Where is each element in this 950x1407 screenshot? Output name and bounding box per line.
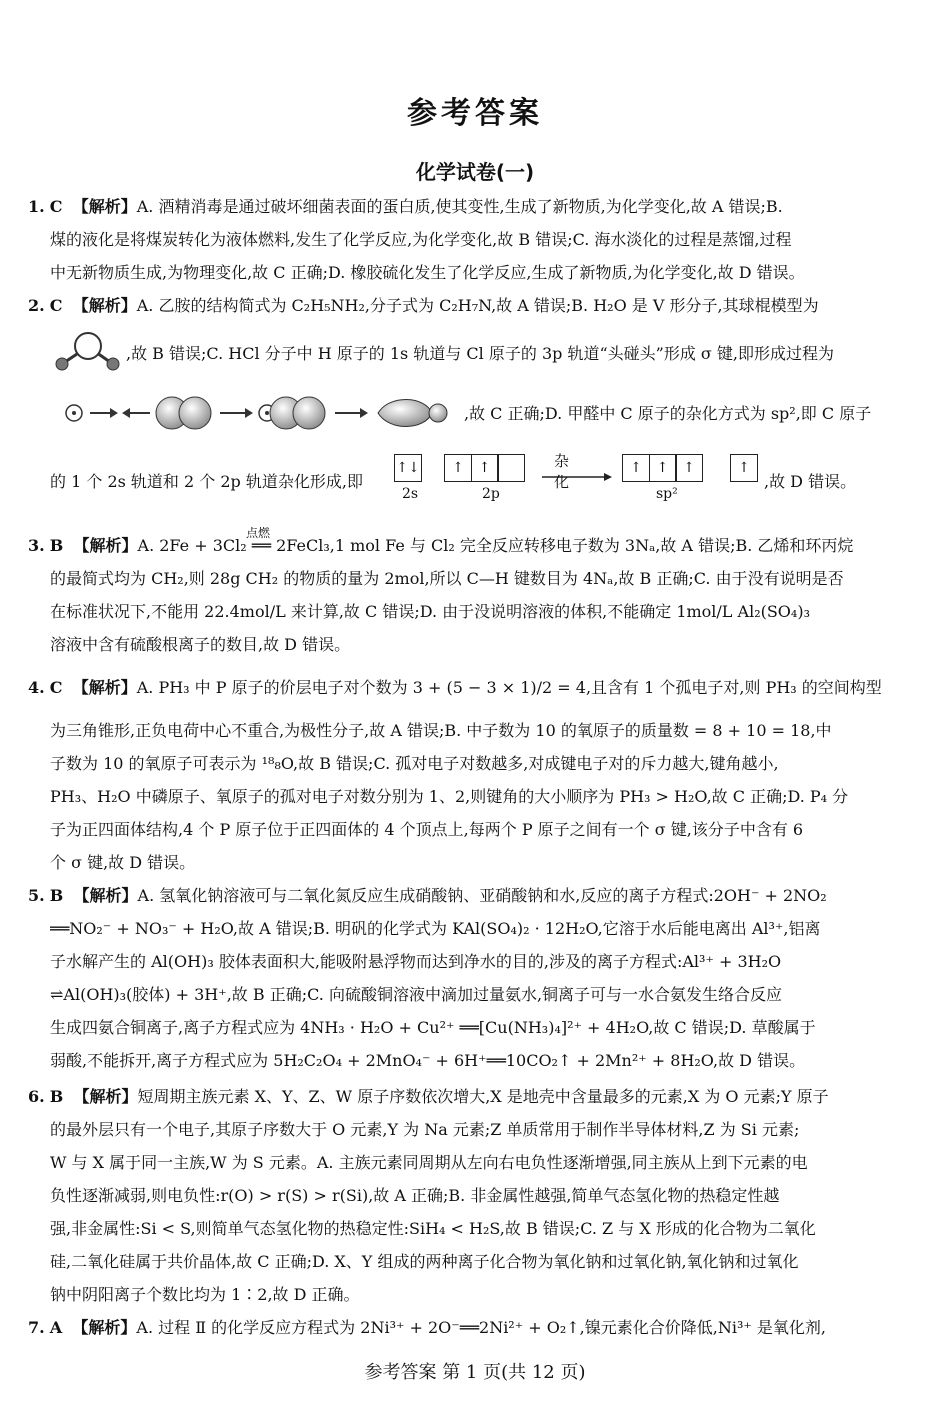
question-1-line-2: 煤的液化是将煤炭转化为液体燃料,发生了化学反应,为化学变化,故 B 错误;C. 海水淡化的过程是蒸馏,过程 [50,230,792,249]
question-1-line-3: 中无新物质生成,为物理变化,故 C 正确;D. 橡胶硫化发生了化学反应,生成了新物质,为化学变化,故 D 错误。 [50,263,805,282]
orbital-box-sp2-3: ↑ [675,454,703,482]
orbital-box-2p-unhybrid: ↑ [730,454,758,482]
question-6-line-1 [28,1086,920,1108]
question-3-line-4: 溶液中含有硫酸根离子的数目,故 D 错误。 [50,635,351,654]
question-2-line-5: ,故 D 错误。 [764,472,857,491]
question-3-line-3: 在标准状况下,不能用 22.4mol/L 来计算,故 C 错误;D. 由于没说明溶液的体积,不能确定 1mol/L Al₂(SO₄)₃ [50,602,810,621]
paper-subtitle: 化学试卷(一) [415,160,535,184]
page-title: 参考答案 [407,96,543,131]
answer-letter: C [49,197,63,216]
answer-letter: C [49,678,63,697]
answer-text: A. PH₃ 中 P 原子的价层电子对个数为 3 + (5 − 3 × 1)/2 = 4,且含有 1 个孤电子对,则 PH₃ 的空间构型 [136,678,882,697]
orbital-box-sp2-2: ↑ [649,454,677,482]
question-2-line-1 [28,295,920,317]
answer-text: 短周期主族元素 X、Y、Z、W 原子序数依次增大,X 是地壳中含量最多的元素,X 为 O 元素;Y 原子 [137,1087,829,1106]
question-2-line-4: 的 1 个 2s 轨道和 2 个 2p 轨道杂化形成,即 [50,472,363,491]
question-number: 2. [28,296,45,315]
orbital-box-2p-3 [497,454,525,482]
orbital-box-2p-1: ↑ [444,454,472,482]
question-5-line-4: ⇌Al(OH)₃(胶体) + 3H⁺,故 B 正确;C. 向硫酸铜溶液中滴加过量氨水,铜离子可与一水合氨发生络合反应 [50,985,783,1004]
orbital-box-2s: ↑↓ [394,454,422,482]
question-6-line-7: 钠中阴阳离子个数比均为 1∶2,故 D 正确。 [50,1285,360,1304]
analysis-tag: 【解析】 [73,1087,138,1106]
hybrid-label: 杂化 [554,452,570,491]
question-7-line-1 [28,1317,920,1339]
question-3-line-1 [28,535,920,557]
answer-letter: A [49,1318,63,1337]
question-4-line-1 [28,677,920,699]
question-4-line-4: PH₃、H₂O 中磷原子、氧原子的孤对电子对数分别为 1、2,则键角的大小顺序为 PH₃ > H₂O,故 C 正确;D. P₄ 分 [50,787,849,806]
question-number: 5. [28,886,45,905]
analysis-tag: 【解析】 [72,296,137,315]
page-footer: 参考答案 第 1 页(共 12 页) [364,1362,586,1383]
question-6-line-5: 强,非金属性:Si < S,则简单气态氢化物的热稳定性:SiH₄ < H₂S,故 B 错误;C. Z 与 X 形成的化合物为二氧化 [50,1219,816,1238]
question-number: 7. [28,1318,45,1337]
question-4-line-2: 为三角锥形,正负电荷中心不重合,为极性分子,故 A 错误;B. 中子数为 10 的氧原子的质量数 = 8 + 10 = 18,中 [50,721,832,740]
answer-text: A. 氢氧化钠溶液可与二氧化氮反应生成硝酸钠、亚硝酸钠和水,反应的离子方程式:2OH⁻ + 2NO₂ [137,886,827,905]
answer-letter: B [49,536,64,555]
question-5-line-3: 子水解产生的 Al(OH)₃ 胶体表面积大,能吸附悬浮物而达到净水的目的,涉及的离子方程式:Al³⁺ + 3H₂O [50,952,782,971]
answer-letter: B [49,1087,64,1106]
question-2-line-2: ,故 B 错误;C. HCl 分子中 H 原子的 1s 轨道与 Cl 原子的 3p 轨道“头碰头”形成 σ 键,即形成过程为 [126,344,835,363]
sigma-bond-formation-icon [60,390,460,436]
question-1-line-1 [28,196,920,218]
orbital-label-2p: 2p [482,486,500,502]
question-6-line-4: 负性逐渐减弱,则电负性:r(O) > r(S) > r(Si),故 A 正确;B. 非金属性越强,简单气态氢化物的热稳定性越 [50,1186,780,1205]
question-6-line-2: 的最外层只有一个电子,其原子序数大于 O 元素,Y 为 Na 元素;Z 单质常用于制作半导体材料,Z 为 Si 元素; [50,1120,800,1139]
hybrid-arrow-icon [542,472,612,482]
question-4-line-6: 个 σ 键,故 D 错误。 [50,853,196,872]
answer-text: A. 过程 Ⅱ 的化学反应方程式为 2Ni³⁺ + 2O⁻══2Ni²⁺ + O₂↑,镍元素化合价降低,Ni³⁺ 是氧化剂, [136,1318,827,1337]
question-number: 4. [28,678,45,697]
reaction-condition: 点燃 [246,526,271,540]
orbital-label-2s: 2s [402,486,419,502]
question-5-line-6: 弱酸,不能拆开,离子方程式应为 5H₂C₂O₄ + 2MnO₄⁻ + 6H⁺══10CO₂↑ + 2Mn²⁺ + 8H₂O,故 D 错误。 [50,1051,806,1070]
analysis-tag: 【解析】 [72,678,137,697]
analysis-tag: 【解析】 [73,886,138,905]
question-number: 3. [28,536,45,555]
orbital-box-2p-2: ↑ [471,454,499,482]
question-5-line-5: 生成四氨合铜离子,离子方程式应为 4NH₃ · H₂O + Cu²⁺ ══[Cu(NH₃)₄]²⁺ + 4H₂O,故 C 错误;D. 草酸属于 [50,1018,816,1037]
question-5-line-2: ══NO₂⁻ + NO₃⁻ + H₂O,故 A 错误;B. 明矾的化学式为 KAl(SO₄)₂ · 12H₂O,它溶于水后能电离出 Al³⁺,铝离 [50,919,821,938]
answer-letter: B [49,886,64,905]
water-ball-stick-model-icon [50,330,125,372]
analysis-tag: 【解析】 [72,1318,137,1337]
orbital-label-sp2: sp² [656,486,678,502]
question-number: 1. [28,197,45,216]
answer-text: A. 酒精消毒是通过破坏细菌表面的蛋白质,使其变性,生成了新物质,为化学变化,故 A 错误;B. [136,197,783,216]
question-4-line-5: 子为正四面体结构,4 个 P 原子位于正四面体的 4 个顶点上,每两个 P 原子之间有一个 σ 键,该分子中含有 6 [50,820,804,839]
answer-text: A. 2Fe + 3Cl₂ ══ 2FeCl₃,1 mol Fe 与 Cl₂ 完全反应转移电子数为 3Nₐ,故 A 错误;B. 乙烯和环丙烷 [137,536,854,555]
analysis-tag: 【解析】 [72,197,137,216]
question-5-line-1 [28,885,920,907]
orbital-box-sp2-1: ↑ [622,454,650,482]
question-6-line-6: 硅,二氧化硅属于共价晶体,故 C 正确;D. X、Y 组成的两种离子化合物为氧化钠和过氧化钠,氧化钠和过氧化 [50,1252,799,1271]
question-6-line-3: W 与 X 属于同一主族,W 为 S 元素。A. 主族元素同周期从左向右电负性逐渐增强,同主族从上到下元素的电 [50,1153,808,1172]
question-4-line-3: 子数为 10 的氧原子可表示为 ¹⁸₈O,故 B 错误;C. 孤对电子对数越多,对成键电子对的斥力越大,键角越小, [50,754,779,773]
question-2-line-3: ,故 C 正确;D. 甲醛中 C 原子的杂化方式为 sp²,即 C 原子 [464,404,872,423]
answer-letter: C [49,296,63,315]
question-number: 6. [28,1087,45,1106]
answer-text: A. 乙胺的结构简式为 C₂H₅NH₂,分子式为 C₂H₇N,故 A 错误;B. H₂O 是 V 形分子,其球棍模型为 [136,296,819,315]
question-3-line-2: 的最简式均为 CH₂,则 28g CH₂ 的物质的量为 2mol,所以 C—H 键数目为 4Nₐ,故 B 正确;C. 由于没有说明是否 [50,569,844,588]
analysis-tag: 【解析】 [73,536,138,555]
